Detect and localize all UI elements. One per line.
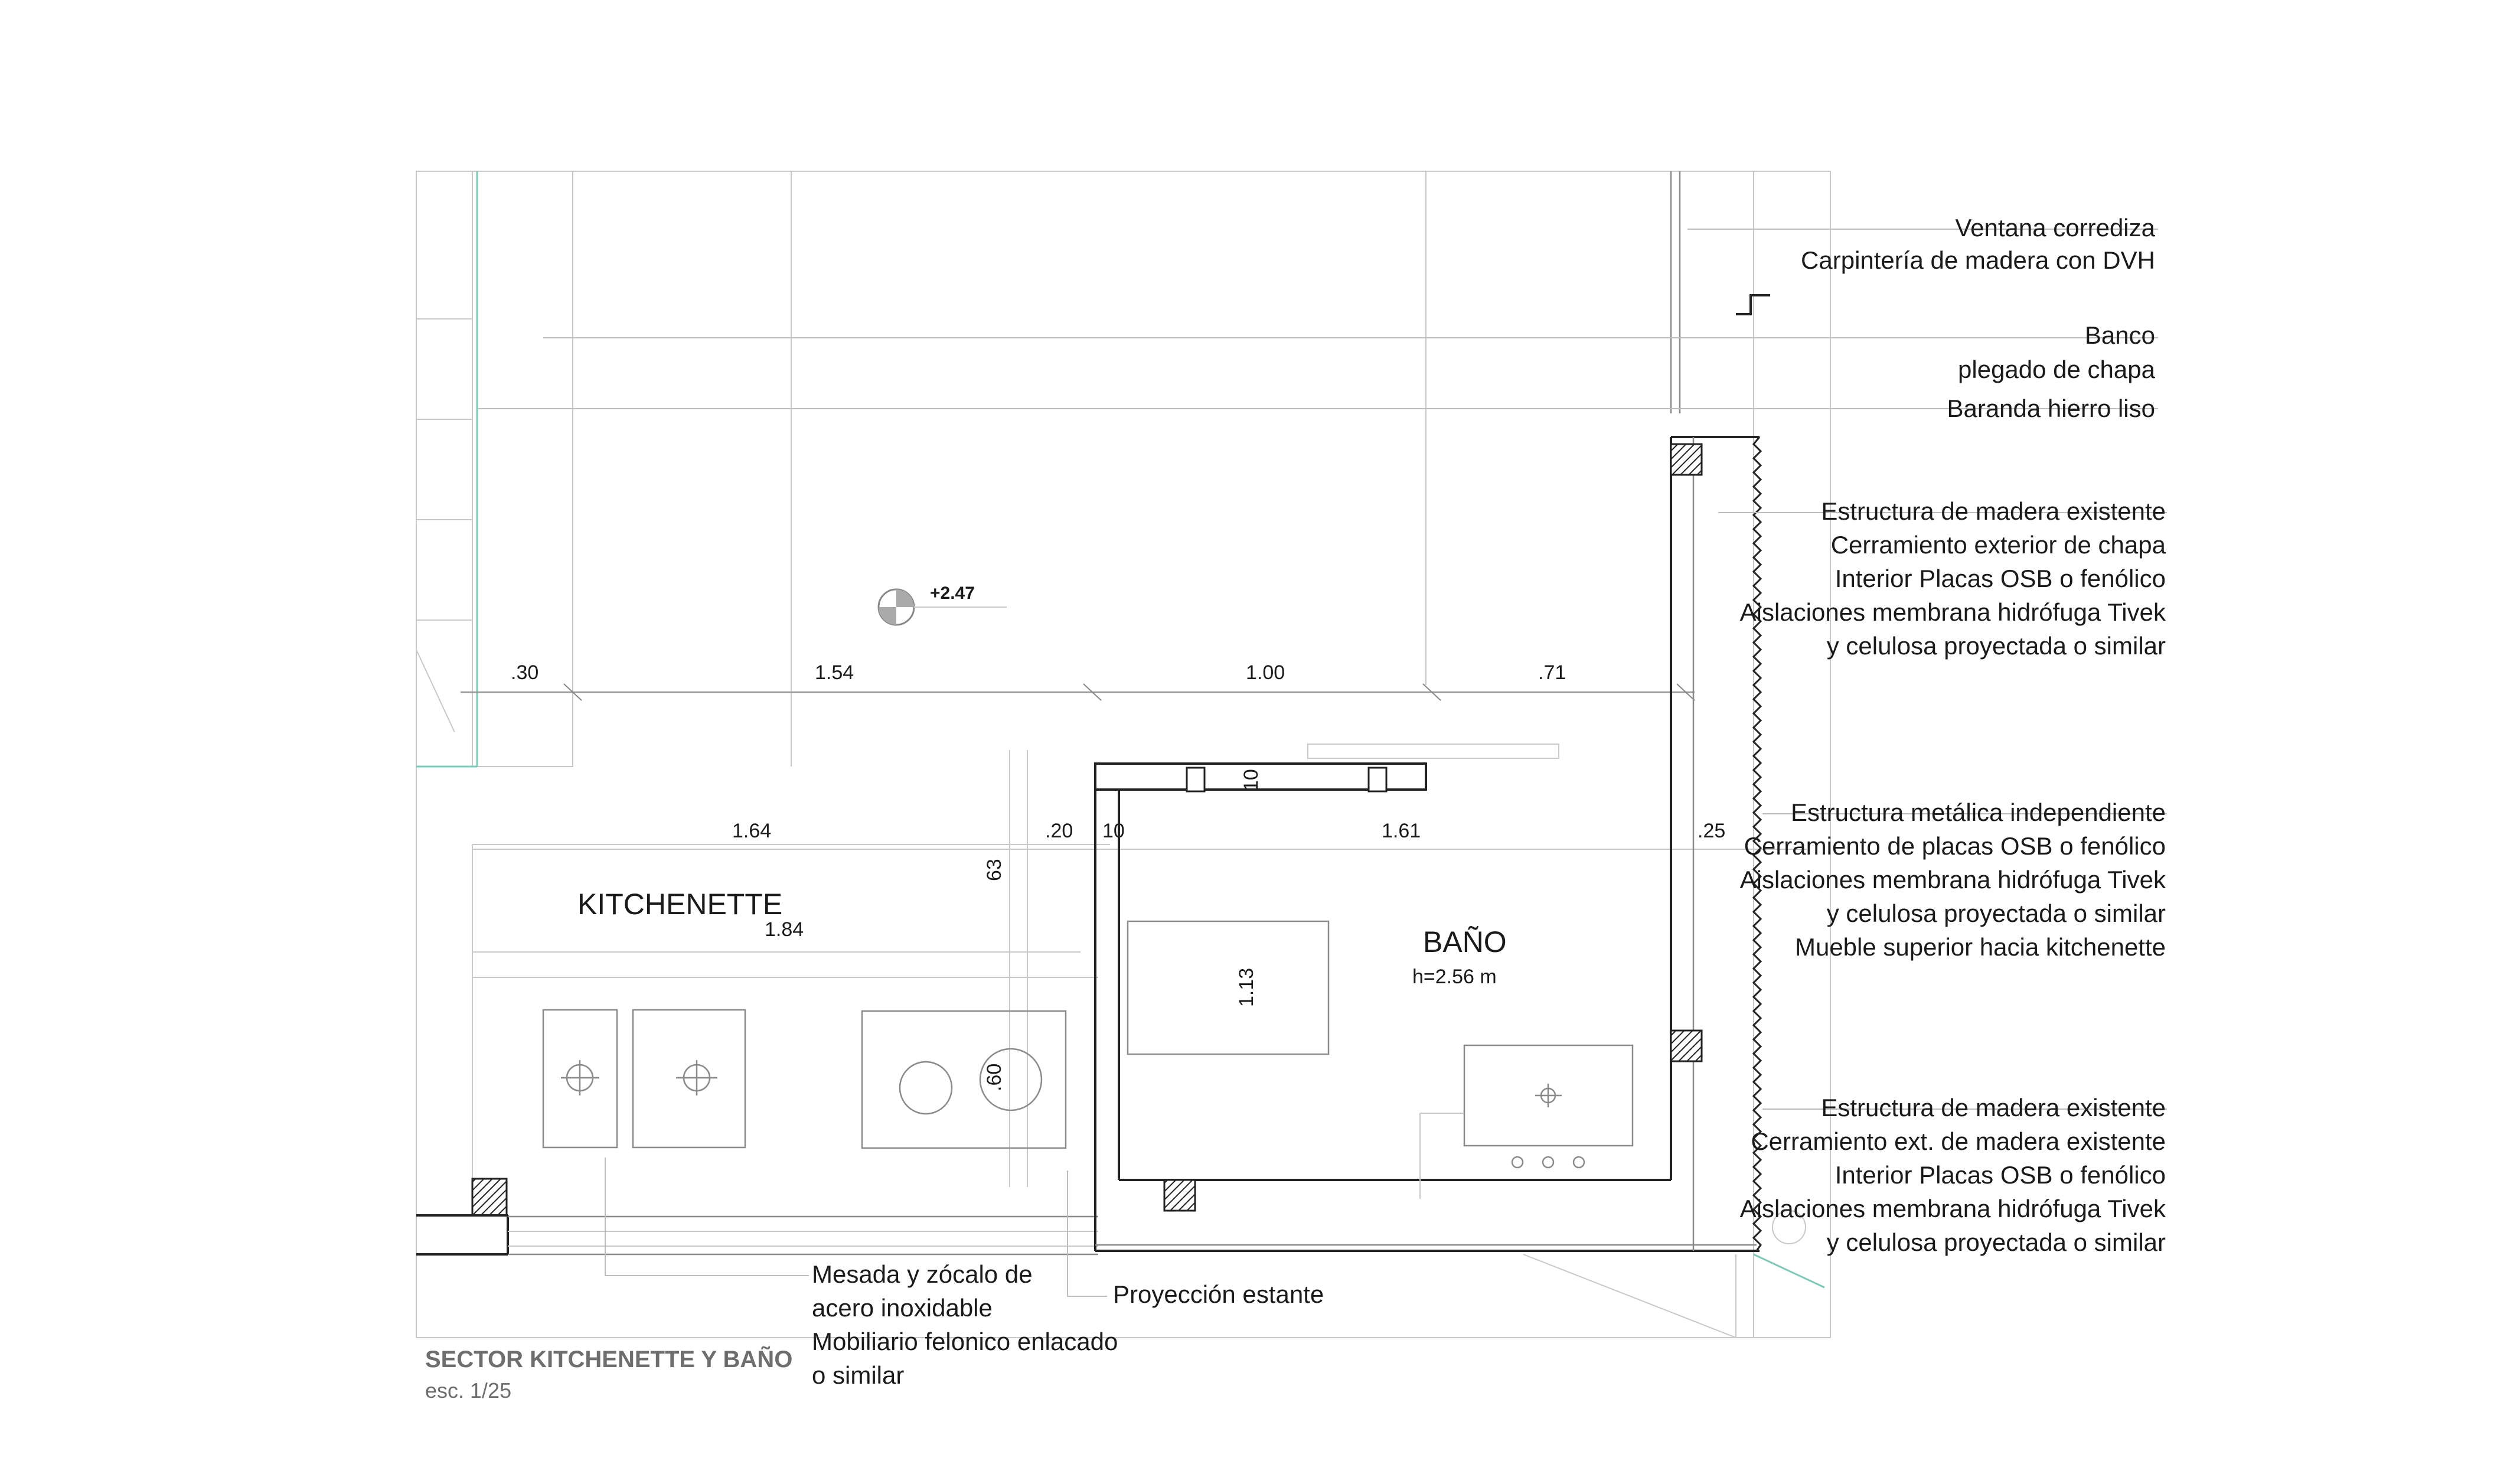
column-mid-right	[1671, 1031, 1702, 1061]
bano-height-label: h=2.56 m	[1412, 966, 1497, 988]
note-mesada-4: o similar	[812, 1361, 905, 1389]
shower-tray	[1128, 921, 1328, 1054]
dim-30: .30	[511, 661, 539, 684]
column-bathroom-bottom	[1164, 1180, 1195, 1211]
guide-lines	[461, 171, 1836, 1338]
level-mark-label: +2.47	[930, 583, 975, 603]
note-estructura2-2: Cerramiento de placas OSB o fenólico	[1744, 832, 2166, 860]
note-estructura2-4: y celulosa proyectada o similar	[1826, 899, 2166, 927]
note-estructura3-2: Cerramiento ext. de madera existente	[1751, 1127, 2166, 1155]
note-mesada-1: Mesada y zócalo de	[812, 1260, 1033, 1288]
cooktop-right	[633, 1010, 745, 1147]
note-baranda: Baranda hierro liso	[1947, 394, 2155, 422]
bano-label: BAÑO	[1423, 925, 1507, 958]
bathroom-sink	[1420, 1045, 1633, 1199]
note-banco-2: plegado de chapa	[1958, 356, 2155, 383]
annotation-estructura-3	[1740, 1094, 2166, 1256]
dim-184: 1.84	[765, 918, 804, 941]
column-top-right	[1671, 444, 1702, 475]
annotation-banco	[1958, 321, 2156, 383]
note-estructura1-5: y celulosa proyectada o similar	[1826, 632, 2166, 660]
left-wall-strip	[416, 171, 573, 767]
dim-164: 1.64	[732, 820, 772, 842]
note-mesada-2: acero inoxidable	[812, 1294, 993, 1322]
note-estructura1-4: Aislaciones membrana hidrófuga Tivek	[1739, 598, 2166, 626]
note-banco-1: Banco	[2084, 321, 2155, 349]
note-estructura1-2: Cerramiento exterior de chapa	[1830, 531, 2166, 559]
sheet-scale: esc. 1/25	[425, 1378, 512, 1403]
annotation-estructura-2	[1740, 798, 2166, 961]
note-estructura2-1: Estructura metálica independiente	[1790, 798, 2166, 826]
dim-10a: 10	[1102, 820, 1125, 842]
note-ventana-2: Carpintería de madera con DVH	[1801, 246, 2155, 274]
note-estructura3-1: Estructura de madera existente	[1821, 1094, 2166, 1121]
note-estructura1-3: Interior Placas OSB o fenólico	[1834, 565, 2166, 592]
note-ventana-1: Ventana corrediza	[1955, 214, 2155, 242]
bathroom-walls	[1095, 437, 1761, 1251]
note-proyeccion: Proyección estante	[1113, 1280, 1324, 1308]
note-estructura2-3: Aislaciones membrana hidrófuga Tivek	[1739, 866, 2166, 894]
dim-60: .60	[983, 1063, 1006, 1091]
note-estructura3-4: Aislaciones membrana hidrófuga Tivek	[1739, 1195, 2166, 1222]
kitchen-sink	[862, 1011, 1066, 1148]
dim-71: .71	[1538, 661, 1566, 684]
kitchenette-label: KITCHENETTE	[577, 888, 783, 921]
column-bottom-left	[472, 1179, 507, 1215]
dim-154: 1.54	[815, 661, 854, 684]
note-mesada-3: Mobiliario felonico enlacado	[812, 1328, 1118, 1355]
floor-edge-lines	[416, 1215, 1824, 1338]
dim-161: 1.61	[1382, 820, 1421, 842]
cooktop-left	[543, 1010, 617, 1147]
note-estructura3-5: y celulosa proyectada o similar	[1826, 1228, 2166, 1256]
annotation-ventana	[1801, 214, 2156, 274]
dim-63: 63	[983, 859, 1006, 881]
note-estructura3-3: Interior Placas OSB o fenólico	[1834, 1161, 2166, 1189]
note-estructura1-1: Estructura de madera existente	[1821, 497, 2166, 525]
drawing-frame	[416, 171, 1830, 1338]
dim-20: .20	[1045, 820, 1073, 842]
dim-100: 1.00	[1246, 661, 1285, 684]
dim-113: 1.13	[1235, 967, 1258, 1007]
dim-10b: 10	[1240, 769, 1262, 791]
sheet-title: SECTOR KITCHENETTE Y BAÑO	[425, 1346, 793, 1372]
dimension-chain-top	[461, 684, 1695, 700]
annotation-mesada	[812, 1260, 1118, 1389]
dim-25: .25	[1698, 820, 1726, 842]
annotation-estructura-1	[1740, 497, 2166, 660]
note-estructura2-5: Mueble superior hacia kitchenette	[1794, 933, 2166, 961]
